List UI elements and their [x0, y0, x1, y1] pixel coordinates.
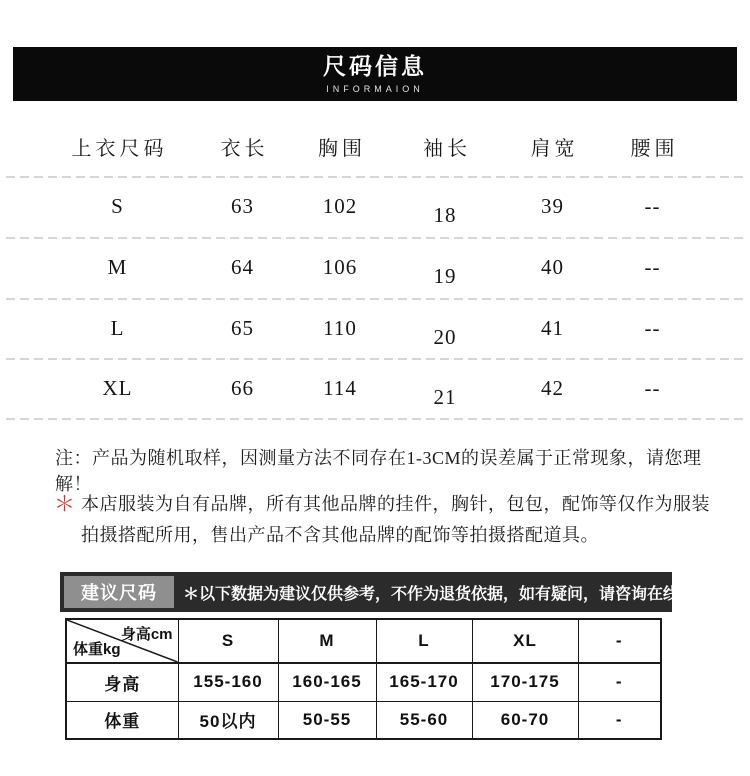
size-col-header: 肩宽: [530, 137, 579, 160]
suggest-cell: 55-60: [376, 701, 472, 739]
size-col-header: 衣长: [220, 137, 269, 160]
size-cell: 21: [433, 385, 457, 409]
size-cell: --: [644, 315, 661, 340]
size-cell: S: [111, 194, 124, 218]
size-col-header: 上衣尺码: [71, 137, 168, 160]
row-divider: [6, 418, 744, 420]
measurement-note: 注：产品为随机取样，因测量方法不同存在1-3CM的误差属于正常现象，请您理解！: [55, 448, 702, 494]
suggest-col-header: S: [178, 619, 278, 663]
suggest-cell: 155-160: [178, 663, 278, 701]
row-label: 体重: [66, 701, 178, 739]
brand-note: [54, 489, 734, 551]
suggest-cell: 50-55: [278, 701, 376, 739]
size-cell: 64: [231, 255, 254, 279]
suggest-size-banner: [60, 572, 728, 612]
size-cell: XL: [102, 376, 133, 400]
suggest-col-header: XL: [472, 619, 578, 663]
suggest-size-label: 建议尺码: [64, 576, 174, 608]
row-divider: [6, 237, 744, 239]
size-cell: 41: [541, 315, 564, 340]
page-subtitle: INFORMAION: [326, 83, 424, 94]
suggest-cell: -: [578, 663, 661, 701]
size-col-header: 袖长: [423, 137, 471, 160]
size-cell: 63: [231, 194, 254, 218]
title-banner: [13, 47, 737, 101]
size-cell: 20: [433, 324, 457, 349]
suggest-col-header: -: [578, 619, 661, 663]
suggest-size-disclaimer: ＊以下数据为建议仅供参考，不作为退货依据，如有疑问，请咨询在线客服。: [183, 585, 728, 603]
asterisk-icon: ＊: [54, 492, 75, 516]
brand-note-line1: 本店服装为自有品牌，所有其他品牌的挂件，胸针，包包，配饰等仅作为服装: [81, 494, 710, 514]
suggest-col-header: M: [278, 619, 376, 663]
size-cell: 106: [322, 255, 358, 279]
suggest-cell: 165-170: [376, 663, 472, 701]
size-cell: 110: [323, 315, 357, 340]
suggest-cell: 50以内: [178, 701, 278, 739]
size-cell: 42: [541, 376, 564, 400]
diagonal-corner-cell: [66, 619, 178, 663]
suggest-table: [65, 618, 662, 740]
page-title: 尺码信息: [323, 53, 427, 80]
brand-note-text: [81, 489, 710, 551]
size-cell: 65: [231, 315, 254, 340]
size-col-header: 腰围: [630, 137, 679, 160]
row-label: 身高: [66, 663, 178, 701]
size-cell: L: [110, 315, 125, 340]
suggest-weight-row: [66, 701, 661, 739]
suggest-header-row: [66, 619, 661, 663]
suggest-cell: 160-165: [278, 663, 376, 701]
corner-height-label: 身高cm: [120, 626, 173, 643]
size-cell: 114: [323, 376, 357, 400]
size-cell: 19: [433, 264, 457, 288]
suggest-cell: -: [578, 701, 661, 739]
size-cell: 40: [541, 255, 564, 279]
size-cell: --: [644, 255, 661, 279]
size-cell: 66: [231, 376, 254, 400]
corner-weight-label: 体重kg: [73, 641, 121, 658]
size-cell: --: [644, 376, 661, 400]
row-divider: [6, 176, 744, 178]
size-cell: 18: [433, 203, 457, 227]
brand-note-line2: 拍摄搭配所用，售出产品不含其他品牌的配饰等拍摄搭配道具。: [81, 525, 599, 545]
size-cell: --: [644, 194, 661, 218]
row-divider: [6, 298, 744, 300]
size-cell: 102: [322, 194, 358, 218]
size-col-header: 胸围: [318, 137, 366, 160]
size-table: [40, 116, 700, 419]
size-cell: M: [107, 255, 128, 279]
suggest-cell: 60-70: [472, 701, 578, 739]
suggest-height-row: [66, 663, 661, 701]
suggest-col-header: L: [376, 619, 472, 663]
row-divider: [6, 358, 744, 360]
suggest-cell: 170-175: [472, 663, 578, 701]
size-cell: 39: [541, 194, 564, 218]
